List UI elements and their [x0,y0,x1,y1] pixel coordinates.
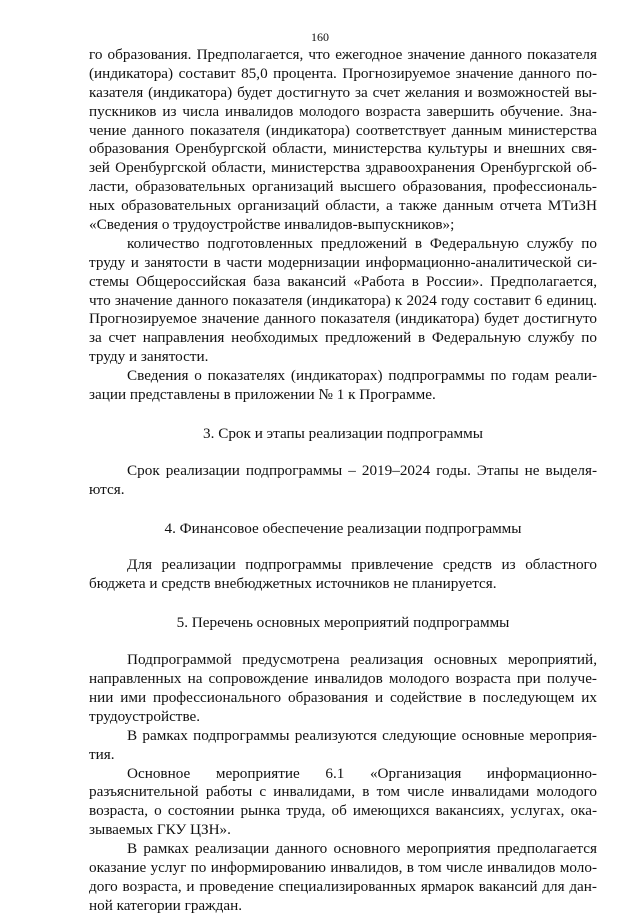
text-line: зей Оренбургской области, министерства здравоохранения Оренбургской об- [89,159,597,177]
text-line: Срок реализации подпрограммы – 2019–2024 годы. Этапы не выделя- [127,461,597,479]
text-line: Основное мероприятие 6.1 «Организация информационно- [127,764,597,782]
text-line: В рамках подпрограммы реализуются следующие основные мероприя- [127,726,597,744]
text-line: образования Оренбургской области, министерства культуры и внешних свя- [89,140,597,158]
page-content [89,46,597,916]
section-3-body [89,462,597,500]
text-line: чение данного показателя (индикатора) соответствует данным министерства [89,121,597,139]
paragraph-indicator-info [89,367,597,405]
paragraph-indicator-proposals [89,235,597,367]
text-line: труду и занятости в части модернизации информационно-аналитической си- [89,253,597,271]
section-5-paragraph-1 [89,651,597,727]
text-line: казателя (индикатора) будет достигнуто за счет желания и возможностей вы- [89,83,597,101]
text-line: оказание услуг по информированию инвалидов, в том числе инвалидов моло- [89,858,597,876]
paragraph-indicator-education [89,46,597,235]
text-line: Сведения о показателях (индикаторах) подпрограммы по годам реали- [127,367,597,385]
text-line: что значение данного показателя (индикатора) к 2024 году составит 6 единиц. [89,291,597,309]
section-5-paragraph-2 [89,727,597,765]
text-line: го образования. Предполагается, что ежегодное значение данного показателя [89,46,597,63]
text-line: стемы Общероссийская база вакансий «Работа в России». Предполагается, [89,272,597,290]
text-line: ются. [89,480,125,498]
text-line: нии ими профессионального образования и содействие в последующем их [89,688,597,706]
text-line: труду и занятости. [89,348,209,366]
section-5-heading: 5. Перечень основных мероприятий подпрограммы [176,614,510,632]
section-3-heading: 3. Срок и этапы реализации подпрограммы [203,424,483,442]
text-line: бюджета и средств внебюджетных источников не планируется. [89,575,497,593]
text-line: Прогнозируемое значение данного показателя (индикатора) будет достигнуто [89,310,597,328]
text-line: дого возраста, и проведение специализированных ярмарок вакансий для дан- [89,877,597,895]
text-line: за счет направления необходимых предложений в Федеральную службу по [89,329,597,347]
text-line: «Сведения о трудоустройстве инвалидов-выпускников»; [89,216,455,234]
section-4-heading: 4. Финансовое обеспечение реализации подпрограммы [164,519,522,537]
text-line: количество подготовленных предложений в Федеральную службу по [127,234,597,252]
text-line: (индикатора) составит 85,0 процента. Прогнозируемое значение данного по- [89,64,597,82]
text-line: ной категории граждан. [89,896,243,914]
text-line: направленных на сопровождение инвалидов молодого возраста при получе- [89,670,597,688]
text-line: ласти, образовательных организаций высшего образования, профессиональ- [89,178,597,196]
section-5-paragraph-4 [89,840,597,916]
text-line: Подпрограммой предусмотрена реализация основных мероприятий, [127,651,597,669]
text-line: разъяснительной работы с инвалидами, в том числе инвалидами молодого [89,783,597,801]
page-number: 160 [311,30,329,44]
section-5-paragraph-3 [89,765,597,841]
text-line: В рамках реализации данного основного мероприятия предполагается [127,840,597,858]
text-line: Для реализации подпрограммы привлечение средств из областного [127,556,597,574]
text-line: зываемых ГКУ ЦЗН». [89,821,231,839]
text-line: пускников из числа инвалидов молодого возраста завершить обучение. Зна- [89,102,597,120]
text-line: тия. [89,745,115,763]
text-line: ных образовательных организаций области, а также данным отчета МТиЗН [89,197,597,215]
section-4-body [89,556,597,594]
text-line: возраста, о состоянии рынка труда, об имеющихся вакансиях, услугах, ока- [89,802,597,820]
text-line: зации представлены в приложении № 1 к Программе. [89,386,436,404]
text-line: трудоустройстве. [89,707,201,725]
